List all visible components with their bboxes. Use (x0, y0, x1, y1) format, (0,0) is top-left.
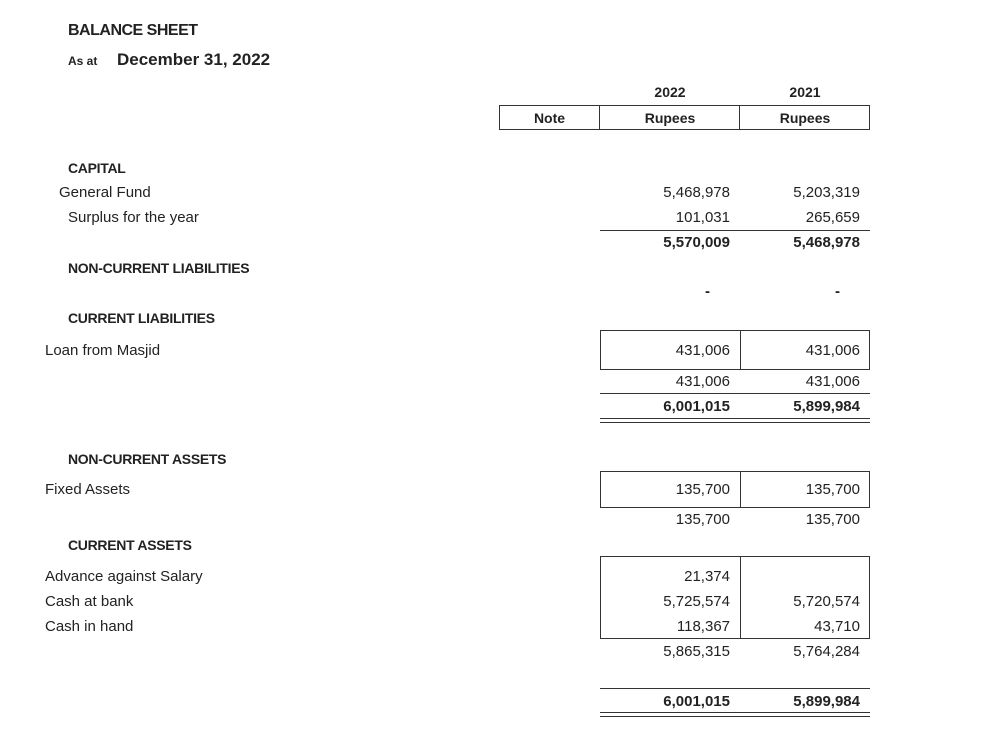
cash-at-bank-2022: 5,725,574 (663, 593, 730, 610)
surplus-2022: 101,031 (675, 209, 730, 226)
ca-total-2022: 5,865,315 (663, 643, 730, 660)
fixed-assets-2021: 135,700 (805, 481, 860, 498)
year-2022-header: 2022 (654, 84, 686, 100)
cash-in-hand-label: Cash in hand (45, 618, 134, 635)
subtitle-prefix: As at (68, 54, 98, 68)
cash-at-bank-2021: 5,720,574 (793, 593, 860, 610)
total-assets-2021: 5,899,984 (793, 693, 860, 710)
non-current-liabilities-heading: NON-CURRENT LIABILITIES (68, 260, 250, 276)
year-2021-header: 2021 (789, 84, 821, 100)
surplus-2021: 265,659 (805, 209, 860, 226)
capital-total-2021: 5,468,978 (793, 234, 860, 251)
ncl-2022: - (705, 283, 710, 300)
general-fund-label: General Fund (59, 184, 151, 201)
nca-total-2021: 135,700 (805, 511, 860, 528)
cl-total-2022: 431,006 (675, 373, 730, 390)
double-underline (600, 712, 870, 717)
advance-label: Advance against Salary (45, 568, 203, 585)
surplus-label: Surplus for the year (68, 209, 199, 226)
rupees-2022-header: Rupees (644, 110, 696, 126)
loan-2021: 431,006 (805, 342, 860, 359)
double-underline (600, 418, 870, 423)
general-fund-2022: 5,468,978 (663, 184, 730, 201)
ncl-2021: - (835, 283, 840, 300)
cash-in-hand-2022: 118,367 (676, 618, 730, 635)
underline (600, 230, 870, 231)
loan-2022: 431,006 (675, 342, 730, 359)
cl-total-2021: 431,006 (805, 373, 860, 390)
note-header: Note (533, 110, 566, 126)
rupees-2021-header: Rupees (779, 110, 831, 126)
advance-2022: 21,374 (684, 568, 730, 585)
general-fund-2021: 5,203,319 (793, 184, 860, 201)
total-liabilities-2021: 5,899,984 (793, 398, 860, 415)
ca-total-2021: 5,764,284 (793, 643, 860, 660)
nca-total-2022: 135,700 (675, 511, 730, 528)
capital-heading: CAPITAL (68, 160, 126, 176)
underline (600, 688, 870, 689)
capital-total-2022: 5,570,009 (663, 234, 730, 251)
document-title: BALANCE SHEET (68, 22, 198, 39)
cash-in-hand-2021: 43,710 (814, 618, 860, 635)
fixed-assets-2022: 135,700 (675, 481, 730, 498)
subtitle-date: December 31, 2022 (117, 50, 271, 69)
loan-label: Loan from Masjid (45, 342, 161, 359)
non-current-assets-heading: NON-CURRENT ASSETS (68, 451, 227, 467)
total-assets-2022: 6,001,015 (663, 693, 730, 710)
current-liabilities-heading: CURRENT LIABILITIES (68, 310, 215, 326)
underline (600, 393, 870, 394)
total-liabilities-2022: 6,001,015 (663, 398, 730, 415)
current-assets-heading: CURRENT ASSETS (68, 537, 192, 553)
fixed-assets-label: Fixed Assets (45, 481, 131, 498)
cash-at-bank-label: Cash at bank (45, 593, 134, 610)
